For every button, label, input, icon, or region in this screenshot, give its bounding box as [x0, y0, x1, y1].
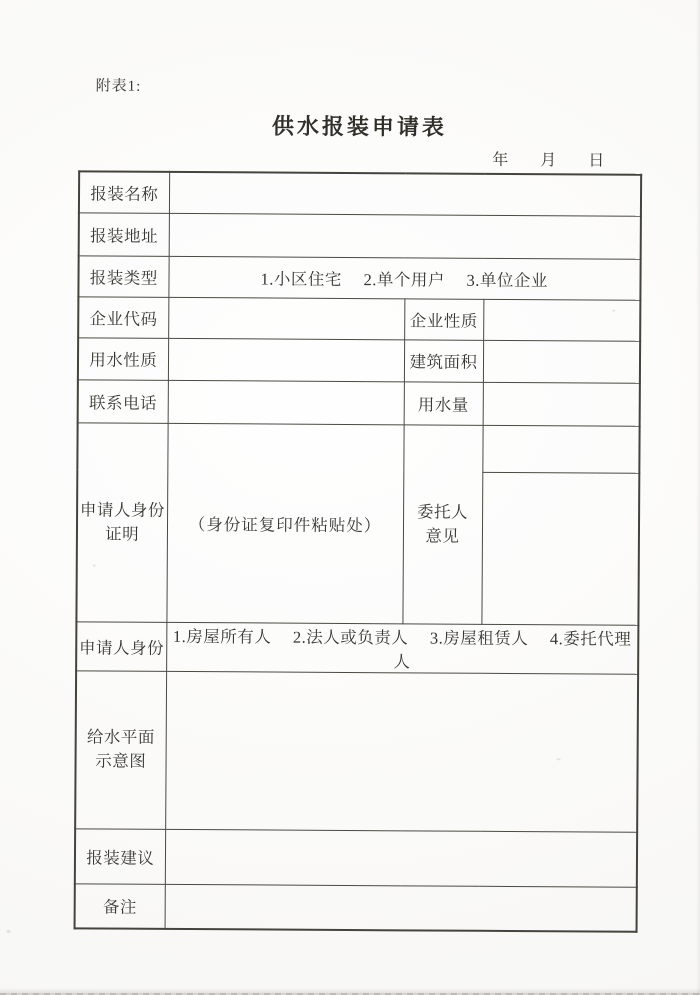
row-applicant-id-proof — [77, 422, 639, 472]
row-installation-name — [79, 171, 641, 215]
row-water-supply-plan — [75, 670, 638, 831]
row-remarks — [75, 883, 637, 931]
id-copy-paste-area: （身份证复印件粘贴处） — [166, 423, 403, 623]
scan-speck — [7, 930, 11, 933]
building-area-value-cell — [483, 340, 640, 383]
scan-speck — [612, 310, 615, 312]
water-use-nature-label: 用水性质 — [78, 337, 168, 380]
consignor-opinion-upper-cell — [482, 425, 639, 473]
water-use-nature-value-cell — [168, 338, 404, 381]
consignor-opinion-label-line2: 意见 — [425, 525, 460, 546]
consignor-opinion-label — [402, 424, 482, 623]
enterprise-nature-label: 企业性质 — [404, 298, 483, 339]
building-area-label: 建筑面积 — [404, 339, 483, 381]
remarks-label: 备注 — [75, 883, 165, 929]
water-supply-plan-label-line1: 给水平面 — [86, 727, 156, 747]
water-supply-plan-label-line2: 示意图 — [95, 751, 147, 771]
water-consumption-value-cell — [483, 382, 640, 426]
applicant-id-proof-label — [76, 422, 167, 622]
applicant-id-proof-label-line1: 申请人身份 — [79, 499, 165, 520]
enterprise-code-value-cell — [168, 297, 404, 339]
applicant-identity-options: 1.房屋所有人 2.法人或负责人 3.房屋租赁人 4.委托代理人 — [166, 622, 638, 674]
date-line: 年 月 日 — [492, 151, 605, 170]
installation-suggestion-value-cell — [165, 829, 637, 887]
consignor-opinion-label-line1: 委托人 — [417, 501, 469, 522]
consignor-opinion-value-cell — [481, 472, 639, 625]
installation-name-value-cell — [169, 172, 641, 216]
row-applicant-identity — [76, 621, 638, 673]
installation-address-label: 报装地址 — [79, 212, 169, 256]
remarks-value-cell — [165, 884, 637, 932]
row-installation-type — [78, 255, 640, 299]
scan-edge-bottom — [0, 988, 700, 995]
installation-name-label: 报装名称 — [79, 171, 169, 213]
installation-type-options: 1.小区住宅 2.单个用户 3.单位企业 — [168, 256, 640, 300]
form-title: 供水报装申请表 — [271, 113, 448, 140]
contact-phone-value-cell — [168, 380, 404, 424]
scan-edge-right — [696, 0, 700, 995]
installation-address-value-cell — [169, 213, 641, 259]
row-contact — [78, 379, 640, 425]
application-form-table — [74, 170, 643, 932]
scan-speck — [93, 564, 96, 566]
enterprise-code-label: 企业代码 — [78, 296, 168, 338]
installation-suggestion-label: 报装建议 — [75, 828, 165, 884]
applicant-identity-label: 申请人身份 — [76, 621, 166, 671]
contact-phone-label: 联系电话 — [78, 379, 168, 423]
attachment-note: 附表1: — [95, 78, 142, 95]
installation-type-label: 报装类型 — [78, 255, 168, 297]
row-water-nature — [78, 337, 640, 382]
applicant-id-proof-label-line2: 证明 — [105, 524, 140, 544]
water-consumption-label: 用水量 — [404, 381, 483, 424]
row-enterprise — [78, 296, 640, 340]
water-supply-plan-drawing-cell — [165, 671, 638, 832]
row-installation-suggestion — [75, 828, 637, 886]
row-installation-address — [79, 212, 641, 258]
enterprise-nature-value-cell — [483, 299, 640, 341]
scan-speck — [557, 758, 561, 760]
water-supply-plan-label — [75, 670, 166, 829]
